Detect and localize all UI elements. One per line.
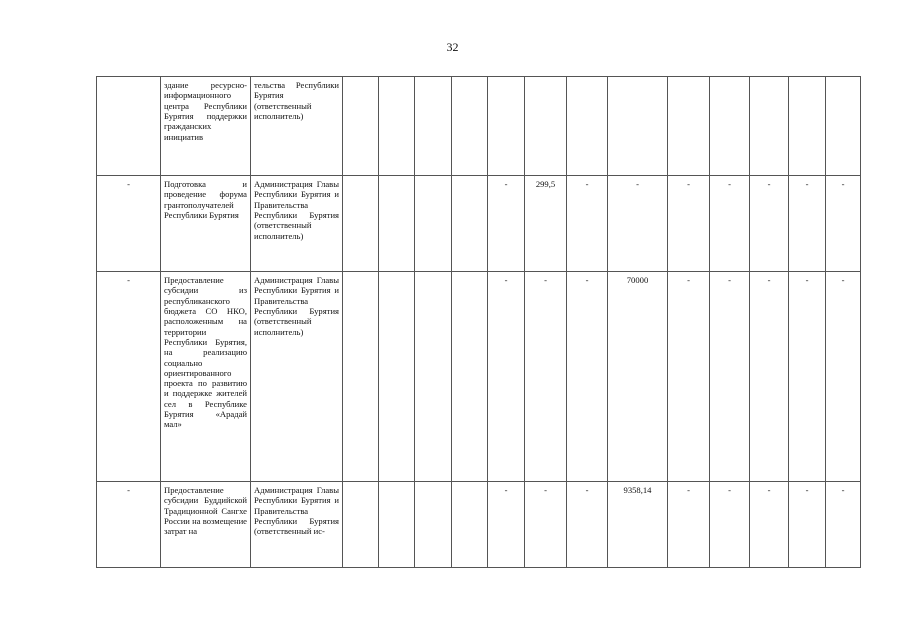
value-cell [415,176,452,272]
value-cell: - [826,272,861,482]
page-number: 32 [446,40,459,54]
executor-text: Администрация Главы Республики Бурятия и Правительства Республики Бурятия (ответственный исполнитель) [254,275,339,337]
value-cell [379,77,415,176]
table-row [97,77,861,176]
value-cell [826,77,861,176]
value-cell [452,176,488,272]
row-number-cell [97,77,161,176]
value-cell: - [488,482,525,568]
value-cell [415,272,452,482]
executor-cell [251,176,343,272]
value-cell: - [668,176,710,272]
value-cell [343,176,379,272]
value-cell: - [567,176,608,272]
value-cell: - [488,176,525,272]
value-cell [343,77,379,176]
value-cell [379,482,415,568]
value-cell: - [488,272,525,482]
value-cell: 9358,14 [608,482,668,568]
value-cell [750,77,789,176]
measure-cell [161,272,251,482]
value-cell [415,482,452,568]
executor-text: Администрация Главы Республики Бурятия и Правительства Республики Бурятия (ответственный ис- [254,485,339,537]
value-cell [452,482,488,568]
value-cell: - [789,272,826,482]
value-cell: - [608,176,668,272]
value-cell: - [668,482,710,568]
executor-text: Администрация Главы Республики Бурятия и Правительства Республики Бурятия (ответственный исполнитель) [254,179,339,241]
table-row [97,482,861,568]
measure-text: Предоставление субсидии Буддийской Традиционной Сангхе России на возмещение затрат на [164,485,247,537]
value-cell [452,272,488,482]
measure-text: здание ресурсно-информационного центра Республики Бурятия поддержки гражданских инициатив [164,80,247,142]
value-cell: - [750,176,789,272]
value-cell: - [525,482,567,568]
value-cell: - [750,272,789,482]
executor-cell [251,272,343,482]
measure-cell [161,77,251,176]
value-cell [789,77,826,176]
measure-cell [161,176,251,272]
value-cell [452,77,488,176]
row-number-cell: - [97,482,161,568]
executor-cell [251,77,343,176]
program-table [96,76,861,568]
value-cell: - [668,272,710,482]
value-cell [343,272,379,482]
value-cell: - [525,272,567,482]
measure-text: Предоставление субсидии из республиканского бюджета СО НКО, расположенным на территории Республики Бурятия, на реализацию социально ориентированного проекта по развитию и поддержке жителей сел в Республике Бурятия «Арадай мал» [164,275,247,430]
value-cell [415,77,452,176]
measure-cell [161,482,251,568]
value-cell [379,176,415,272]
executor-cell [251,482,343,568]
value-cell [379,272,415,482]
value-cell: 299,5 [525,176,567,272]
executor-text: тельства Республики Бурятия (ответственный исполнитель) [254,80,339,121]
table-row [97,176,861,272]
value-cell: - [789,176,826,272]
value-cell: - [710,272,750,482]
value-cell: - [789,482,826,568]
value-cell [668,77,710,176]
value-cell [488,77,525,176]
value-cell [343,482,379,568]
value-cell: - [710,482,750,568]
value-cell: - [567,272,608,482]
value-cell [567,77,608,176]
table-row [97,272,861,482]
value-cell: 70000 [608,272,668,482]
value-cell: - [750,482,789,568]
value-cell: - [826,176,861,272]
measure-text: Подготовка и проведение форума грантополучателей Республики Бурятия [164,179,247,220]
value-cell [608,77,668,176]
value-cell: - [826,482,861,568]
row-number-cell: - [97,176,161,272]
value-cell: - [710,176,750,272]
row-number-cell: - [97,272,161,482]
value-cell: - [567,482,608,568]
value-cell [525,77,567,176]
value-cell [710,77,750,176]
